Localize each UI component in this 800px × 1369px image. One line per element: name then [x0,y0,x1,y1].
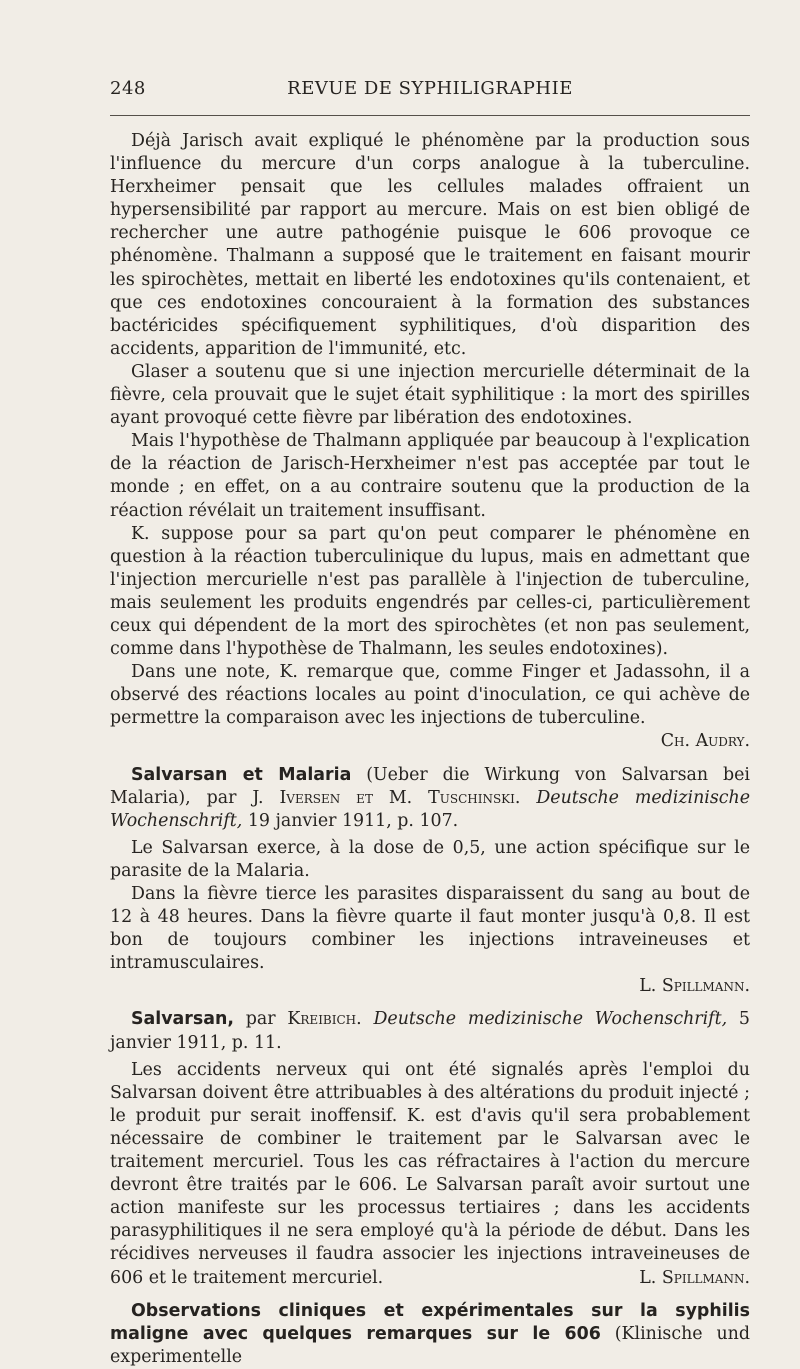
article-authors: J. Iversen et M. Tuschinski. [252,787,521,808]
paragraph [110,1059,750,1290]
article-title: Salvarsan, [131,1009,234,1030]
page-header [110,78,750,102]
journal-title: REVUE DE SYPHILIGRAPHIE [287,78,573,99]
paragraph-text: Les accidents nerveux qui ont été signalés après l'emploi du Salvarsan doivent être attribuables à des altérations du produit injecté ; le produit pur serait inoffensif. K. est d'avis qu'il sera probablement nécessaire de combiner le traitement par le Salvarsan avec le traitement mercuriel. Tous les cas réfractaires à l'action du mercure devront être traités par le 606. Le Salvarsan paraît avoir surtout une action manifeste sur les processus tertiaires ; dans les accidents parasyphilitiques il ne sera employé qu'à la période de début. Dans les récidives nerveuses il faudra associer les injections intraveineuses de 606 et le traitement mercuriel. [110,1059,750,1288]
journal-name: Deutsche medizinische Wochenschrift, [110,787,750,831]
paragraph: K. suppose pour sa part qu'on peut comparer le phénomène en question à la réaction tuberculinique du lupus, mais en admettant que l'injection mercurielle n'est pas parallèle à l'injection de tuberculine, mais seulement les produits engendrés par celles-ci, particulièrement ceux qui dépendent de la mort des spirochètes (et non pas seulement, comme dans l'hypothèse de Thalmann, les seules endotoxines). [110,523,750,660]
paragraph: Déjà Jarisch avait expliqué le phénomène par la production sous l'influence du mercure d'un corps analogue à la tuberculine. Herxheimer pensait que les cellules malades offraient un hypersensibilité par rapport au mercure. Mais on est bien obligé de rechercher une autre pathogénie puisque le 606 provoque ce phénomène. Thalmann a supposé que le traitement en faisant mourir les spirochètes, mettait en liberté les endotoxines qu'ils contenaient, et que ces endotoxines concouraient à la formation des substances bactéricides spécifiquement syphilitiques, d'où disparition des accidents, apparition de l'immunité, etc. [110,131,750,359]
article-heading [110,1008,750,1054]
paragraph: Mais l'hypothèse de Thalmann appliquée par beaucoup à l'explication de la réaction de Jarisch-Herxheimer n'est pas acceptée par tout le monde ; en effet, on a au contraire soutenu que la production de la réaction révélait un traitement insuffisant. [110,431,750,521]
paragraph: Le Salvarsan exerce, à la dose de 0,5, une action spécifique sur le parasite de la Malaria. [110,837,750,881]
paragraph: Dans la fièvre tierce les parasites disparaissent du sang au bout de 12 à 48 heures. Dans la fièvre quarte il faut monter jusqu'à 0,8. Il est bon de toujours combiner les injections intraveineuses et intramusculaires. [110,884,750,974]
article-byline: par [245,1009,276,1030]
author-signature: L. Spillmann. [639,1267,750,1288]
article-title: Observations cliniques et expérimentales sur la syphilis maligne avec quelques remarques sur le 606 [110,1300,750,1344]
paragraph [110,661,750,753]
article-title: Salvarsan et Malaria [131,764,352,785]
article-authors: Kreibich. [287,1009,362,1030]
article-heading [110,1300,750,1369]
article-subtitle: (Klinische und experimentelle [110,1323,751,1367]
paragraph: Glaser a soutenu que si une injection mercurielle déterminait de la fièvre, cela prouvait que le sujet était syphilitique : la mort des spirilles ayant provoqué cette fièvre par libération des endotoxines. [110,361,750,429]
author-signature: Ch. Audry. [660,731,750,752]
journal-name: Deutsche medizinische Wochenschrift, [373,1009,728,1030]
publication-date: 5 janvier 1911, p. 11. [110,1009,750,1053]
page-body [110,130,750,1369]
publication-date: 19 janvier 1911, p. 107. [247,810,459,831]
article-subtitle: (Ueber die Wirkung von Salvarsan bei Malaria), par [110,764,750,808]
header-rule [110,115,750,116]
article-heading [110,764,750,833]
author-signature: L. Spillmann. [639,976,750,997]
page-number: 248 [110,78,146,99]
paragraph-text: Dans une note, K. remarque que, comme Finger et Jadassohn, il a observé des réactions locales au point d'inoculation, ce qui achève de permettre la comparaison avec les injections de tuberculine. [110,662,750,729]
